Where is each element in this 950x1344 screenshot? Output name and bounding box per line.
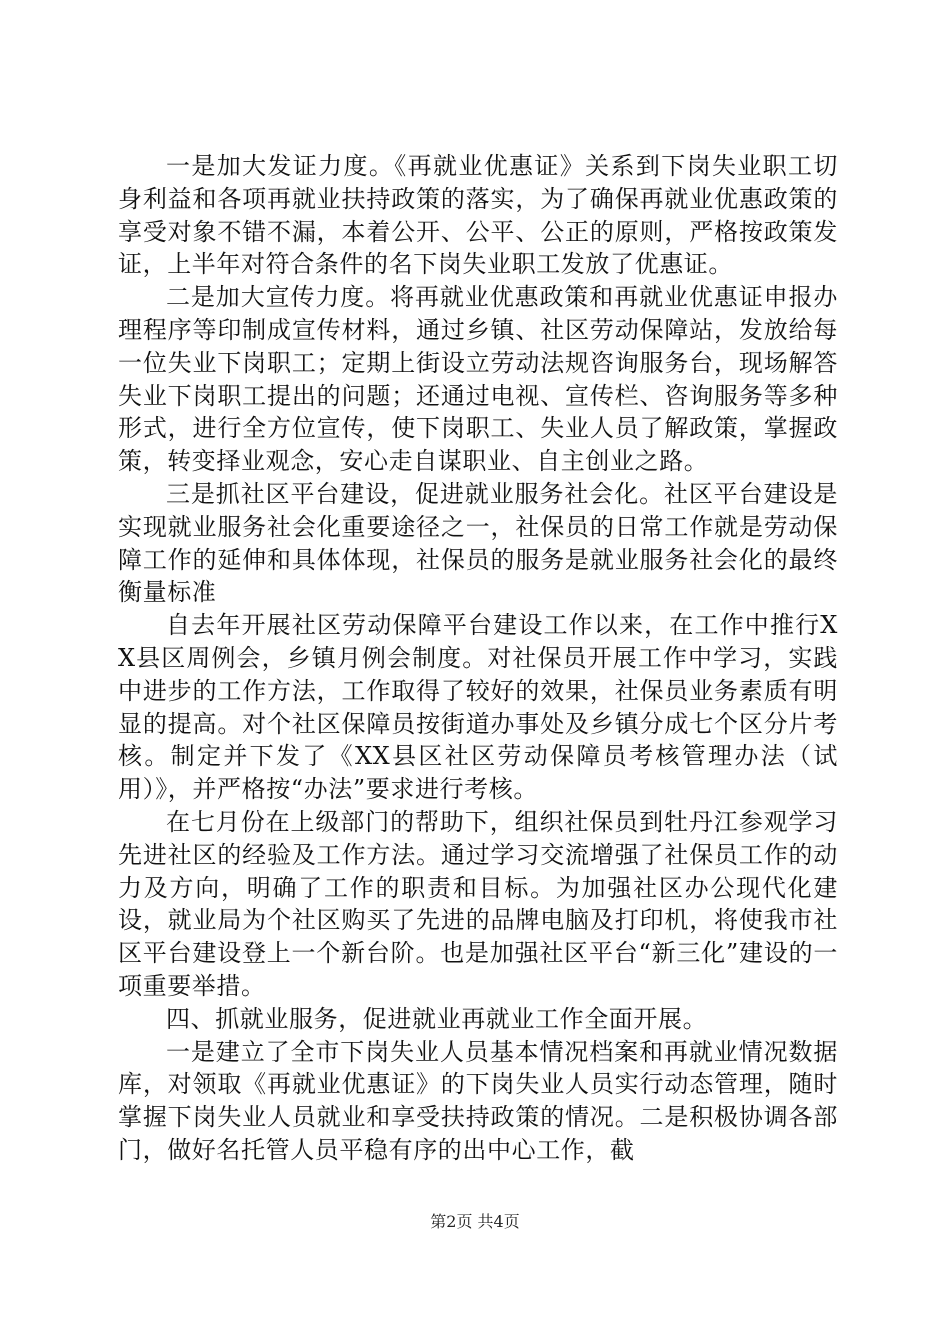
paragraph-publicity: 二是加大宣传力度。将再就业优惠政策和再就业优惠证申报办理程序等印制成宣传材料，通过乡镇、社区劳动保障站，发放给每一位失业下岗职工；定期上街设立劳动法规咨询服务台，现场解答失业下岗职工提出的问题；还通过电视、宣传栏、咨询服务等多种形式，进行全方位宣传，使下岗职工、失业人员了解政策，掌握政策，转变择业观念，安心走自谋职业、自主创业之路。: [118, 283, 838, 476]
document-body: [118, 150, 838, 1167]
page-footer: [0, 1212, 950, 1232]
page-number: 第2页 共4页: [430, 1212, 520, 1231]
paragraph-database: 一是建立了全市下岗失业人员基本情况档案和再就业情况数据库，对领取《再就业优惠证》的下岗失业人员实行动态管理，随时掌握下岗失业人员就业和享受扶持政策的情况。二是积极协调各部门，做好名托管人员平稳有序的出中心工作，截: [118, 1037, 838, 1164]
paragraph-issue-certificates: 一是加大发证力度。《再就业优惠证》关系到下岗失业职工切身利益和各项再就业扶持政策的落实，为了确保再就业优惠政策的享受对象不错不漏，本着公开、公平、公正的原则，严格按政策发证，上半年对符合条件的名下岗失业职工发放了优惠证。: [118, 152, 838, 279]
paragraph-section-four-heading: 四、抓就业服务，促进就业再就业工作全面开展。: [166, 1004, 708, 1033]
paragraph-meeting-system: 自去年开展社区劳动保障平台建设工作以来，在工作中推行XX县区周例会，乡镇月例会制度。对社保员开展工作中学习，实践中进步的工作方法，工作取得了较好的效果，社保员业务素质有明显的提高。对个社区保障员按街道办事处及乡镇分成七个区分片考核。制定并下发了《XX县区社区劳动保障员考核管理办法（试用）》，并严格按“办法”要求进行考核。: [118, 611, 838, 804]
paragraph-community-platform: 三是抓社区平台建设，促进就业服务社会化。社区平台建设是实现就业服务社会化重要途径之一，社保员的日常工作就是劳动保障工作的延伸和具体体现，社保员的服务是就业服务社会化的最终衡量标准: [118, 479, 838, 607]
paragraph-study-visit: 在七月份在上级部门的帮助下，组织社保员到牡丹江参观学习先进社区的经验及工作方法。通过学习交流增强了社保员工作的动力及方向，明确了工作的职责和目标。为加强社区办公现代化建设，就业局为个社区购买了先进的品牌电脑及打印机，将使我市社区平台建设登上一个新台阶。也是加强社区平台“新三化”建设的一项重要举措。: [118, 807, 838, 1000]
